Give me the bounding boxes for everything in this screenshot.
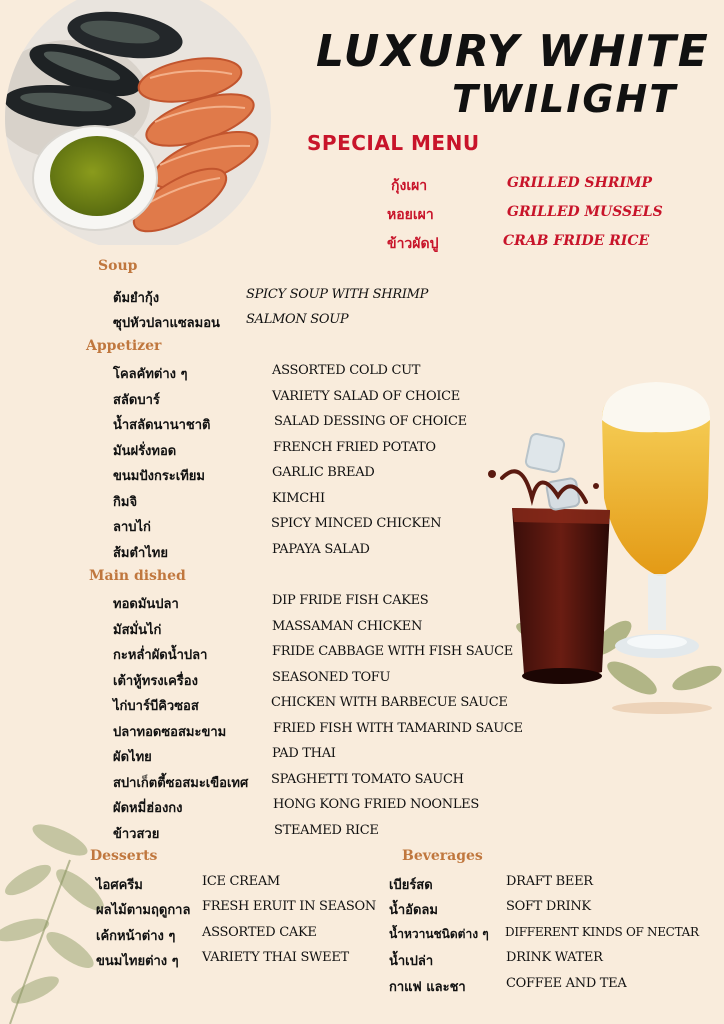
menu-item-th: ข้าวสวย: [113, 827, 160, 842]
menu-item-en: SOFT DRINK: [506, 899, 591, 914]
appetizer-heading: Appetizer: [86, 338, 162, 354]
menu-item-th: ส้มตำไทย: [113, 546, 168, 561]
menu-item-en: ICE CREAM: [202, 874, 280, 889]
menu-item-th: โคลคัทต่าง ๆ: [113, 367, 188, 382]
menu-item-th: ต้มยำกุ้ง: [113, 291, 160, 306]
menu-item-en: MASSAMAN CHICKEN: [272, 619, 423, 634]
special-item-th: ข้าวผัดปู: [387, 236, 439, 252]
seafood-plate-image: [0, 0, 275, 245]
special-item-en: GRILLED MUSSELS: [507, 204, 663, 220]
menu-item-th: น้ำอัดลม: [389, 903, 438, 918]
menu-item-th: น้ำหวานชนิดต่าง ๆ: [389, 927, 489, 941]
menu-item-th: เค้กหน้าต่าง ๆ: [96, 929, 176, 944]
special-item-en: CRAB FRIDE RICE: [503, 233, 650, 249]
menu-item-en: FRIED FISH WITH TAMARIND SAUCE: [273, 721, 523, 736]
menu-item-en: FRIDE CABBAGE WITH FISH SAUCE: [272, 644, 513, 659]
desserts-heading: Desserts: [90, 848, 158, 864]
menu-item-en: DIFFERENT KINDS OF NECTAR: [505, 925, 699, 939]
special-item-en: GRILLED SHRIMP: [507, 175, 653, 191]
menu-item-en: VARIETY SALAD OF CHOICE: [272, 389, 460, 404]
menu-item-th: เต้าหู้ทรงเครื่อง: [113, 674, 198, 689]
menu-item-en: FRENCH FRIED POTATO: [273, 440, 436, 455]
menu-item-en: DRAFT BEER: [506, 874, 593, 889]
menu-item-th: ขนมปังกระเทียม: [113, 469, 205, 484]
menu-item-th: ไก่บาร์บีคิวซอส: [113, 699, 199, 714]
menu-item-en: ASSORTED COLD CUT: [272, 363, 421, 378]
menu-item-en: PAD THAI: [272, 746, 336, 761]
menu-item-th: น้ำสลัดนานาชาติ: [113, 418, 211, 433]
menu-item-en: GARLIC BREAD: [272, 465, 375, 480]
special-item-th: กุ้งเผา: [391, 178, 428, 194]
menu-item-th: เบียร์สด: [389, 878, 433, 893]
menu-item-en: SALMON SOUP: [246, 312, 349, 327]
menu-item-en: DRINK WATER: [506, 950, 603, 965]
menu-title-line2: TWILIGHT: [452, 77, 678, 121]
drinks-image: [462, 378, 724, 720]
soup-heading: Soup: [98, 258, 138, 274]
menu-item-th: มัสมั่นไก่: [113, 623, 162, 638]
menu-item-en: SEASONED TOFU: [272, 670, 391, 685]
menu-item-en: STEAMED RICE: [274, 823, 379, 838]
menu-item-th: ไอศครีม: [96, 878, 143, 893]
menu-item-en: DIP FRIDE FISH CAKES: [272, 593, 429, 608]
special-menu-heading: SPECIAL MENU: [307, 131, 480, 155]
menu-item-en: SPICY MINCED CHICKEN: [271, 516, 442, 531]
menu-item-th: ทอดมันปลา: [113, 597, 179, 612]
menu-item-en: SPICY SOUP WITH SHRIMP: [246, 287, 429, 302]
menu-item-en: SALAD DESSING OF CHOICE: [274, 414, 467, 429]
menu-item-en: KIMCHI: [272, 491, 325, 506]
menu-item-en: PAPAYA SALAD: [272, 542, 370, 557]
menu-item-th: ปลาทอดซอสมะขาม: [113, 725, 227, 740]
menu-item-th: ลาบไก่: [113, 520, 151, 535]
menu-item-th: ขนมไทยต่าง ๆ: [96, 954, 179, 969]
menu-item-th: ผลไม้ตามฤดูกาล: [96, 903, 191, 918]
menu-item-en: ASSORTED CAKE: [202, 925, 317, 940]
menu-item-th: กะหล่ำผัดน้ำปลา: [113, 648, 208, 663]
menu-item-en: FRESH ERUIT IN SEASON: [202, 899, 376, 914]
menu-item-en: CHICKEN WITH BARBECUE SAUCE: [271, 695, 508, 710]
menu-item-th: กาแฟ และชา: [389, 980, 466, 995]
menu-item-en: COFFEE AND TEA: [506, 976, 627, 991]
menu-title-line1: LUXURY WHITE: [316, 26, 710, 77]
menu-item-th: มันฝรั่งทอด: [113, 444, 177, 459]
menu-item-en: HONG KONG FRIED NOONLES: [273, 797, 479, 812]
menu-item-th: น้ำเปล่า: [389, 954, 434, 969]
special-item-th: หอยเผา: [387, 207, 434, 223]
menu-item-th: สปาเก็ตตี้ซอสมะเขือเทศ: [113, 776, 249, 791]
menu-item-th: ซุปหัวปลาแซลมอน: [113, 316, 220, 331]
menu-item-th: สลัดบาร์: [113, 393, 160, 408]
menu-item-en: SPAGHETTI TOMATO SAUCH: [271, 772, 464, 787]
main-dishes-heading: Main dished: [89, 568, 186, 584]
beverages-heading: Beverages: [402, 848, 483, 864]
menu-item-th: ผัดหมี่ฮ่องกง: [113, 801, 183, 816]
menu-item-th: ผัดไทย: [113, 750, 152, 765]
menu-item-th: กิมจิ: [113, 495, 138, 510]
menu-item-en: VARIETY THAI SWEET: [202, 950, 349, 965]
